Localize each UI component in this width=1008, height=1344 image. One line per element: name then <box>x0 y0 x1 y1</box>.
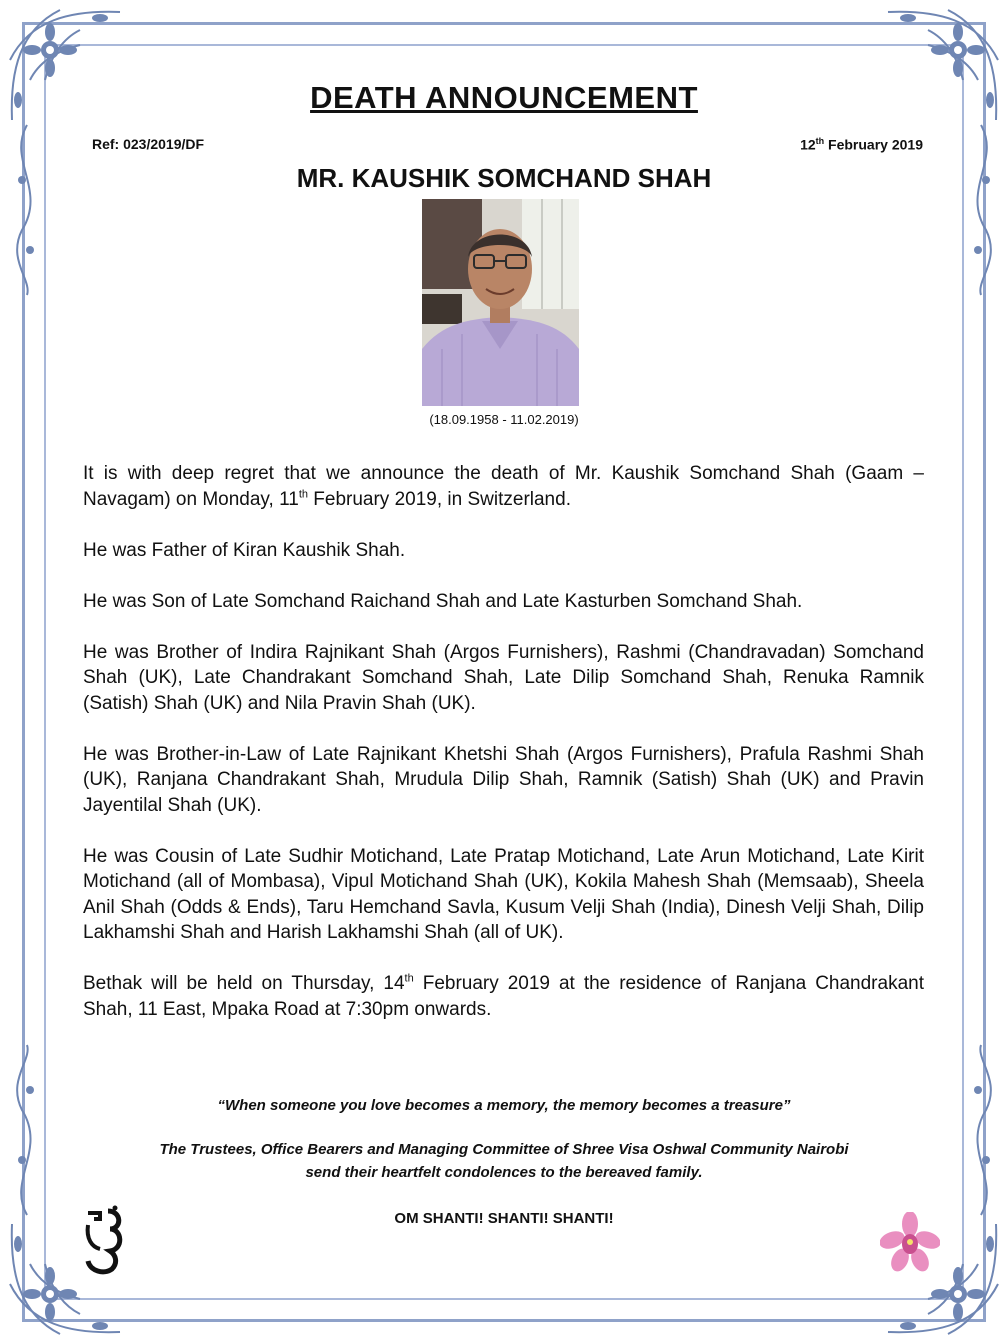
page-title: DEATH ANNOUNCEMENT <box>310 80 698 115</box>
condolence-line: The Trustees, Office Bearers and Managing Committee of Shree Visa Oshwal Community Nairobi <box>159 1141 849 1158</box>
announcement-paragraph: It is with deep regret that we announce the death of Mr. Kaushik Somchand Shah (Gaam – Navagam) on Monday, 11th February 2019, in Switzerland. <box>83 463 924 510</box>
portrait-photo <box>422 199 579 406</box>
life-dates: (18.09.1958 - 11.02.2019) <box>429 412 579 427</box>
brother-of-paragraph: He was Brother of Indira Rajnikant Shah (Argos Furnishers), Rashmi (Chandravadan) Somchand Shah (UK), Late Chandrakant Somchand Shah, Late Dilip Somchand Shah, Renuka Ramnik (Satish) Shah (UK) and Nila Pravin Shah (UK). <box>83 641 924 714</box>
orchid-flower-icon <box>880 1212 940 1274</box>
side-swirl-ornament <box>956 1040 1006 1220</box>
om-shanti-text: OM SHANTI! SHANTI! SHANTI! <box>394 1210 614 1227</box>
bethak-paragraph: Bethak will be held on Thursday, 14th February 2019 at the residence of Ranjana Chandrakant Shah, 11 East, Mpaka Road at 7:30pm onwards. <box>83 972 924 1020</box>
cousin-of-paragraph: He was Cousin of Late Sudhir Motichand, Late Pratap Motichand, Late Arun Motichand, Late Kirit Motichand (all of Mombasa), Vipul Motichand Shah (UK), Kokila Mahesh Shah (Memsaab), Sheela Anil Shah (Odds & Ends), Taru Hemchand Savla, Kusum Velji Shah (India), Dinesh Velji Shah, Dilip Lakhamshi Shah and Harish Lakhamshi Shah (all of UK). <box>83 845 924 943</box>
side-swirl-ornament <box>2 1040 52 1220</box>
deceased-name: MR. KAUSHIK SOMCHAND SHAH <box>296 163 712 193</box>
memorial-quote: “When someone you love becomes a memory, the memory becomes a treasure” <box>217 1097 791 1114</box>
condolence-message <box>0 1138 1008 1184</box>
side-swirl-ornament <box>956 120 1006 300</box>
announcement-date: 12th February 2019 <box>800 136 923 153</box>
son-of-paragraph: He was Son of Late Somchand Raichand Shah and Late Kasturben Somchand Shah. <box>83 590 803 612</box>
condolence-line: send their heartfelt condolences to the bereaved family. <box>305 1164 703 1181</box>
brother-in-law-paragraph: He was Brother-in-Law of Late Rajnikant Khetshi Shah (Argos Furnishers), Prafula Rashmi Shah (UK), Ranjana Chandrakant Shah, Mrudula Dilip Shah, Ramnik (Satish) Shah (UK) and Pravin Jayentilal Shah (UK). <box>83 743 924 816</box>
om-symbol-icon <box>82 1205 126 1275</box>
announcement-body <box>83 461 924 1048</box>
father-of-paragraph: He was Father of Kiran Kaushik Shah. <box>83 539 406 561</box>
reference-number: Ref: 023/2019/DF <box>92 136 205 152</box>
side-swirl-ornament <box>2 120 52 300</box>
